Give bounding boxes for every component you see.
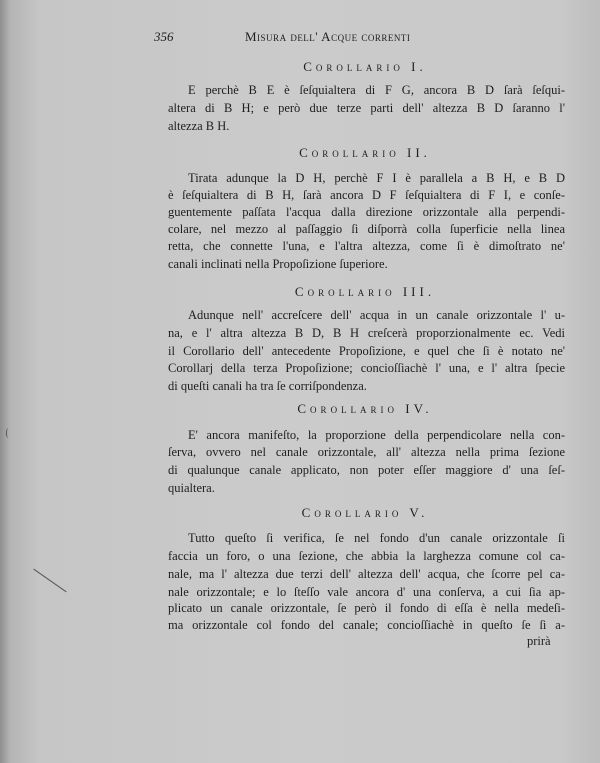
text-line: il Corollario dell' antecedente Propoſizione, e quel che ſi è notato ne' xyxy=(168,344,565,358)
text-line: E' ancora manifeſto, la proporzione della perpendicolare nella con- xyxy=(188,428,565,442)
page-number: 356 xyxy=(154,29,174,44)
text-line: nale, ma l' altezza due terzi dell' altezza dell' acqua, che ſcorre pel ca- xyxy=(168,567,565,581)
section-heading: Corollario II. xyxy=(299,145,431,160)
text-line: Tirata adunque la D H, perchè F I è parallela a B H, e B D xyxy=(188,171,565,185)
margin-mark xyxy=(33,569,66,593)
text-line: retta, che connette l'una, e l'altra altezza, come ſi è dimoſtrato ne' xyxy=(168,239,565,253)
text-line: Tutto queſto ſi verifica, ſe nel fondo d'un canale orizzontale ſi xyxy=(188,531,565,545)
section-heading: Corollario IV. xyxy=(297,401,433,416)
text-line: ma orizzontale col fondo del canale; concioſſiachè in queſto ſe ſi a- xyxy=(168,618,565,632)
text-line: plicato un canale orizzontale, ſe però il fondo di eſſa è nella medeſi- xyxy=(168,601,565,615)
section-heading: Corollario V. xyxy=(301,505,429,520)
text-line: na, e l' altra altezza B D, B H creſcerà proporzionalmente ec. Vedi xyxy=(168,326,565,340)
running-title: Misura dell' Acque correnti xyxy=(245,29,411,44)
text-line: altezza B H. xyxy=(168,119,230,133)
section-heading: Corollario I. xyxy=(303,59,427,74)
section-heading: Corollario III. xyxy=(294,284,436,299)
text-line: quialtera. xyxy=(168,481,215,495)
text-line: di queſti canali ha tra ſe corriſpondenza. xyxy=(168,379,367,393)
text-line: Corollarj della terza Propoſizione; concioſſiachè l' una, e l' altra ſpecie xyxy=(168,361,565,375)
text-line: colare, nel mezzo al paſſaggio ſi diſporrà colla ſuperficie nella linea xyxy=(168,222,565,236)
catchword: prirà xyxy=(527,634,551,648)
margin-mark-small xyxy=(6,428,10,438)
text-line: nale orizzontale; e lo ſteſſo vale ancora d' una conſerva, a cui ſia ap- xyxy=(168,585,565,599)
text-line: di qualunque canale applicato, non poter eſſer maggiore d' una ſeſ- xyxy=(168,463,565,477)
text-line: guentemente paſſata l'acqua dalla direzione orizzontale alla perpendi- xyxy=(168,205,565,219)
text-line: faccia un foro, o una ſezione, che abbia la larghezza comune col ca- xyxy=(168,549,565,563)
text-line: canali inclinati nella Propoſizione ſuperiore. xyxy=(168,257,388,271)
text-line: è ſeſquialtera di B H, ſarà ancora D F ſeſquialtera di F I, e conſe- xyxy=(168,188,565,202)
text-line: ſerva, ovvero nel canale orizzontale, all' altezza nella prima ſezione xyxy=(168,445,565,459)
text-line: E perchè B E è ſeſquialtera di F G, ancora B D ſarà ſeſqui- xyxy=(188,83,565,97)
text-line: Adunque nell' accreſcere dell' acqua in un canale orizzontale l' u- xyxy=(188,308,565,322)
text-line: altera di B H; e però due terze parti dell' altezza B D ſaranno l' xyxy=(168,101,565,115)
